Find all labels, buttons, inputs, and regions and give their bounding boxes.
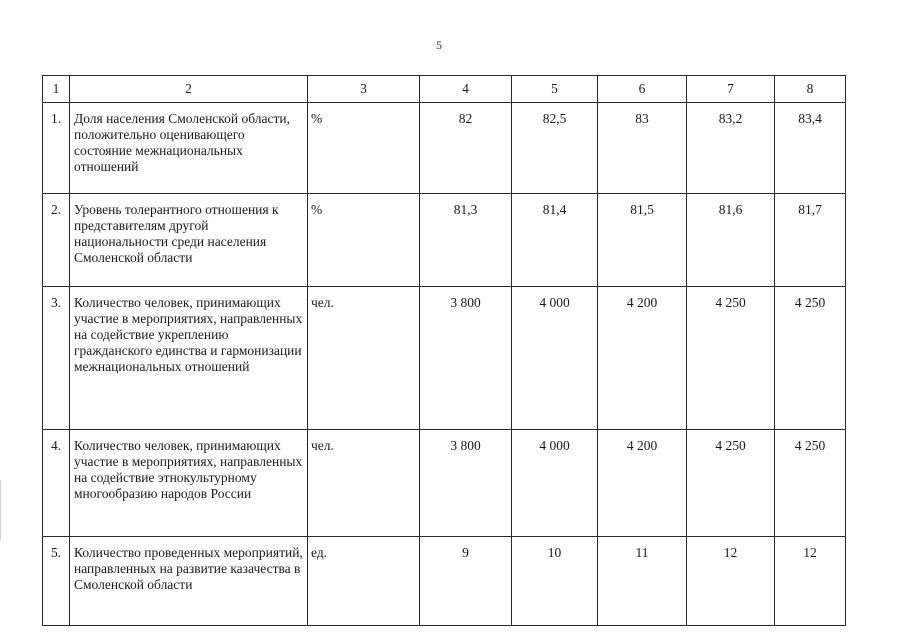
table-row	[43, 537, 846, 626]
row-number: 3.	[43, 287, 70, 430]
header-cell: 2	[70, 76, 308, 103]
page-number: 5	[436, 38, 442, 52]
row-number: 1.	[43, 103, 70, 194]
header-cell: 6	[598, 76, 687, 103]
indicators-table	[42, 75, 846, 626]
table-header-row	[43, 76, 846, 103]
table-row	[43, 430, 846, 537]
unit-cell: %	[308, 103, 420, 194]
value-cell: 4 200	[598, 287, 687, 430]
row-number: 5.	[43, 537, 70, 626]
value-cell: 82,5	[512, 103, 598, 194]
indicator-name: Уровень толерантного отношения к представителям другой национальности среди населения Смоленской области	[70, 194, 308, 287]
header-cell: 5	[512, 76, 598, 103]
value-cell: 12	[775, 537, 846, 626]
value-cell: 4 250	[687, 430, 775, 537]
value-cell: 9	[420, 537, 512, 626]
value-cell: 3 800	[420, 287, 512, 430]
value-cell: 81,7	[775, 194, 846, 287]
row-number: 4.	[43, 430, 70, 537]
indicator-name: Количество человек, принимающих участие в мероприятиях, направленных на содействие этнокультурному многообразию народов России	[70, 430, 308, 537]
value-cell: 10	[512, 537, 598, 626]
value-cell: 4 000	[512, 430, 598, 537]
value-cell: 83,2	[687, 103, 775, 194]
indicator-name: Количество проведенных мероприятий, направленных на развитие казачества в Смоленской области	[70, 537, 308, 626]
value-cell: 83	[598, 103, 687, 194]
value-cell: 4 250	[687, 287, 775, 430]
header-cell: 4	[420, 76, 512, 103]
value-cell: 4 250	[775, 287, 846, 430]
header-cell: 8	[775, 76, 846, 103]
value-cell: 4 200	[598, 430, 687, 537]
scan-edge-mark	[0, 480, 1, 540]
value-cell: 81,3	[420, 194, 512, 287]
unit-cell: чел.	[308, 287, 420, 430]
value-cell: 81,5	[598, 194, 687, 287]
indicator-name: Доля населения Смоленской области, положительно оценивающего состояние межнациональных отношений	[70, 103, 308, 194]
unit-cell: чел.	[308, 430, 420, 537]
unit-cell: ед.	[308, 537, 420, 626]
value-cell: 4 000	[512, 287, 598, 430]
value-cell: 3 800	[420, 430, 512, 537]
table-row	[43, 194, 846, 287]
value-cell: 81,6	[687, 194, 775, 287]
row-number: 2.	[43, 194, 70, 287]
value-cell: 81,4	[512, 194, 598, 287]
table-row	[43, 103, 846, 194]
table-row	[43, 287, 846, 430]
value-cell: 83,4	[775, 103, 846, 194]
value-cell: 82	[420, 103, 512, 194]
header-cell: 3	[308, 76, 420, 103]
value-cell: 11	[598, 537, 687, 626]
indicator-name: Количество человек, принимающих участие в мероприятиях, направленных на содействие укреплению гражданского единства и гармонизации межнациональных отношений	[70, 287, 308, 430]
unit-cell: %	[308, 194, 420, 287]
value-cell: 4 250	[775, 430, 846, 537]
value-cell: 12	[687, 537, 775, 626]
header-cell: 7	[687, 76, 775, 103]
header-cell: 1	[43, 76, 70, 103]
